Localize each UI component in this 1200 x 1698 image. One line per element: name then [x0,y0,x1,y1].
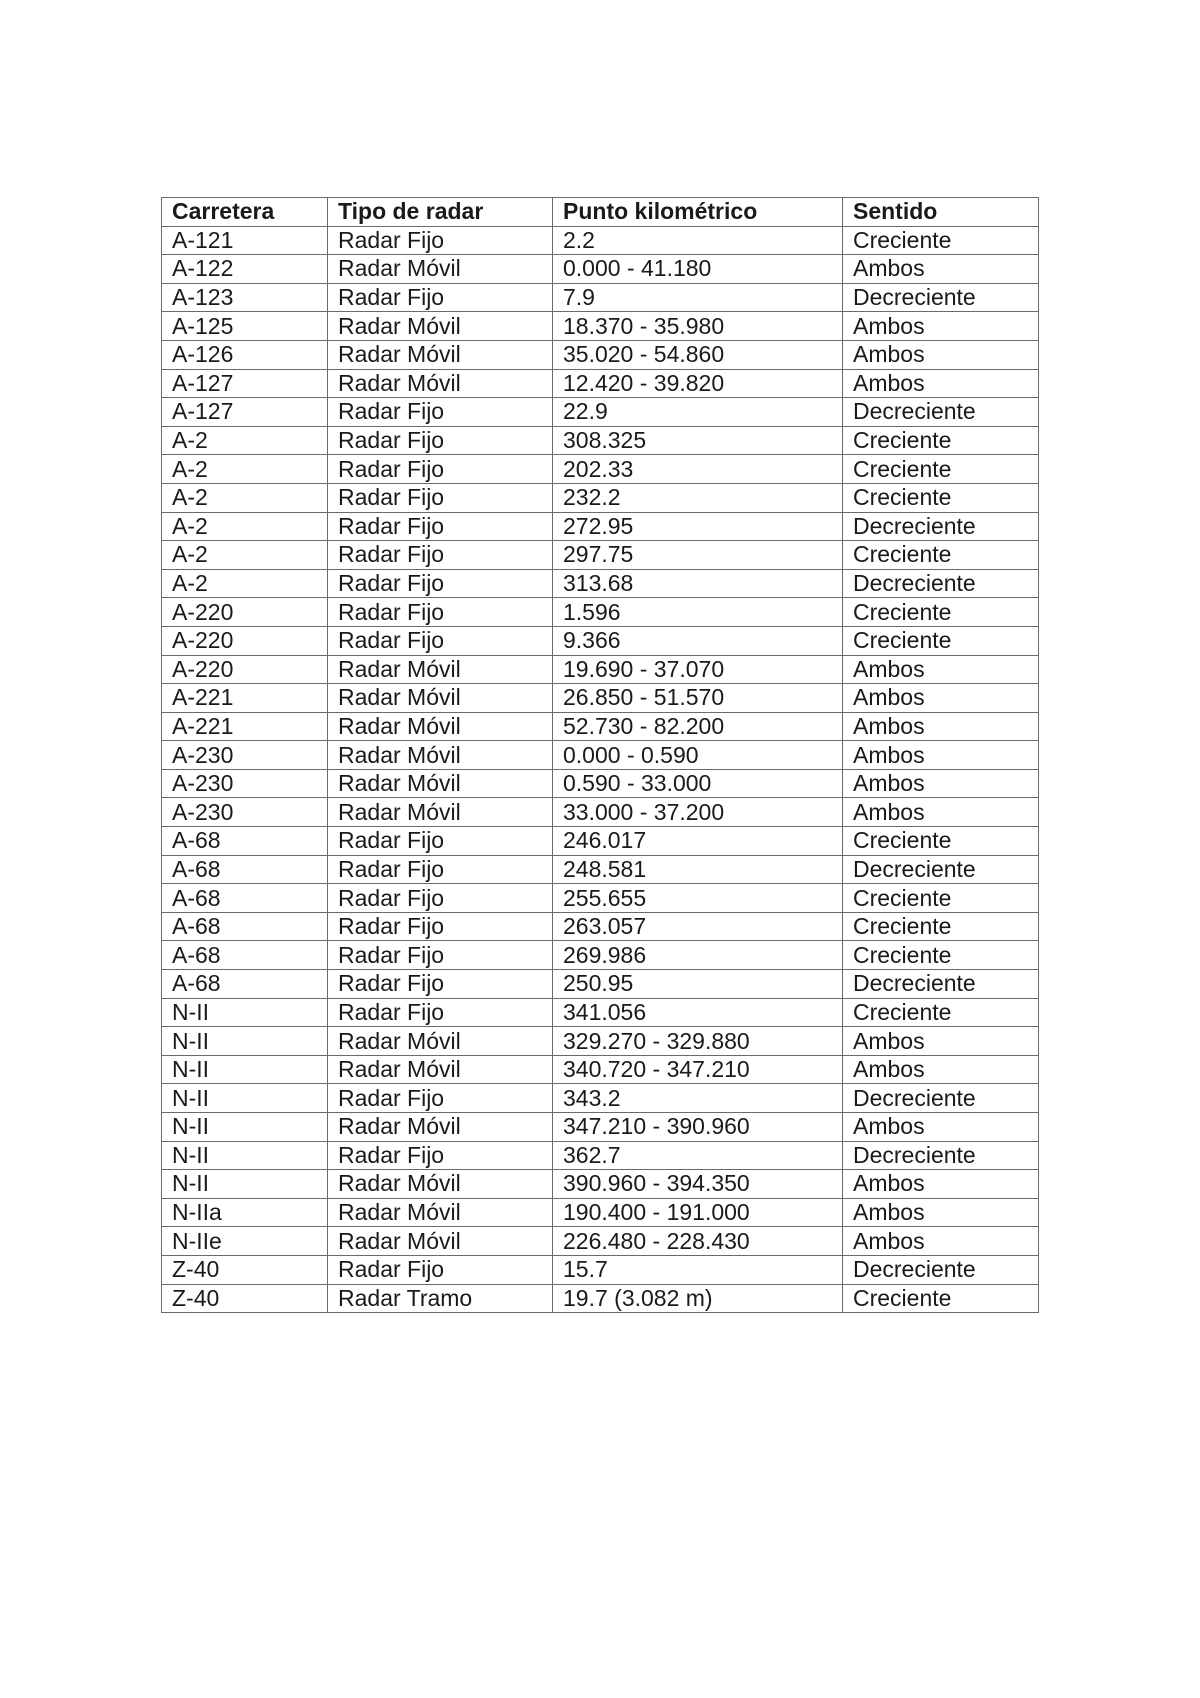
cell-punto-kilometrico: 15.7 [553,1255,843,1284]
cell-punto-kilometrico: 250.95 [553,970,843,999]
cell-carretera: A-221 [162,712,328,741]
cell-carretera: N-II [162,1113,328,1142]
cell-sentido: Creciente [843,941,1039,970]
cell-tipo-de-radar: Radar Móvil [328,712,553,741]
cell-punto-kilometrico: 1.596 [553,598,843,627]
cell-sentido: Creciente [843,455,1039,484]
cell-carretera: A-2 [162,512,328,541]
cell-sentido: Ambos [843,684,1039,713]
cell-sentido: Ambos [843,1198,1039,1227]
cell-tipo-de-radar: Radar Fijo [328,970,553,999]
table-row [162,884,1039,913]
cell-carretera: A-230 [162,741,328,770]
cell-tipo-de-radar: Radar Fijo [328,426,553,455]
cell-tipo-de-radar: Radar Fijo [328,512,553,541]
cell-sentido: Ambos [843,1055,1039,1084]
cell-sentido: Ambos [843,1027,1039,1056]
cell-carretera: N-II [162,1084,328,1113]
cell-carretera: A-2 [162,541,328,570]
table-row [162,340,1039,369]
cell-punto-kilometrico: 0.000 - 41.180 [553,255,843,284]
table-row [162,1227,1039,1256]
table-header-row [162,198,1039,227]
cell-sentido: Ambos [843,340,1039,369]
table-row [162,998,1039,1027]
cell-punto-kilometrico: 341.056 [553,998,843,1027]
table-row [162,255,1039,284]
cell-sentido: Ambos [843,712,1039,741]
cell-tipo-de-radar: Radar Móvil [328,312,553,341]
table-row [162,1141,1039,1170]
cell-carretera: A-122 [162,255,328,284]
cell-punto-kilometrico: 308.325 [553,426,843,455]
cell-carretera: A-125 [162,312,328,341]
cell-tipo-de-radar: Radar Fijo [328,283,553,312]
table-row [162,483,1039,512]
table-row [162,827,1039,856]
cell-punto-kilometrico: 35.020 - 54.860 [553,340,843,369]
cell-sentido: Decreciente [843,855,1039,884]
cell-tipo-de-radar: Radar Móvil [328,1055,553,1084]
cell-punto-kilometrico: 390.960 - 394.350 [553,1170,843,1199]
cell-tipo-de-radar: Radar Móvil [328,1227,553,1256]
cell-punto-kilometrico: 12.420 - 39.820 [553,369,843,398]
cell-sentido: Creciente [843,426,1039,455]
cell-tipo-de-radar: Radar Móvil [328,1027,553,1056]
cell-sentido: Decreciente [843,512,1039,541]
cell-carretera: A-68 [162,855,328,884]
cell-punto-kilometrico: 33.000 - 37.200 [553,798,843,827]
cell-carretera: A-68 [162,884,328,913]
cell-punto-kilometrico: 52.730 - 82.200 [553,712,843,741]
cell-carretera: A-220 [162,598,328,627]
table-row [162,970,1039,999]
table-row [162,1084,1039,1113]
cell-carretera: A-220 [162,655,328,684]
cell-punto-kilometrico: 263.057 [553,912,843,941]
cell-sentido: Ambos [843,655,1039,684]
cell-sentido: Creciente [843,598,1039,627]
cell-carretera: N-IIa [162,1198,328,1227]
cell-punto-kilometrico: 2.2 [553,226,843,255]
cell-sentido: Decreciente [843,398,1039,427]
cell-carretera: A-123 [162,283,328,312]
cell-tipo-de-radar: Radar Móvil [328,1198,553,1227]
table-row [162,912,1039,941]
cell-punto-kilometrico: 19.7 (3.082 m) [553,1284,843,1313]
cell-tipo-de-radar: Radar Fijo [328,1084,553,1113]
table-body [162,226,1039,1313]
cell-tipo-de-radar: Radar Fijo [328,1141,553,1170]
table-row [162,798,1039,827]
table-row [162,226,1039,255]
cell-tipo-de-radar: Radar Fijo [328,483,553,512]
table-row [162,1170,1039,1199]
cell-tipo-de-radar: Radar Fijo [328,455,553,484]
cell-carretera: A-68 [162,970,328,999]
cell-sentido: Ambos [843,312,1039,341]
cell-tipo-de-radar: Radar Fijo [328,226,553,255]
cell-carretera: A-2 [162,483,328,512]
cell-sentido: Decreciente [843,1084,1039,1113]
table-row [162,1284,1039,1313]
cell-sentido: Ambos [843,1170,1039,1199]
cell-tipo-de-radar: Radar Tramo [328,1284,553,1313]
cell-sentido: Creciente [843,1284,1039,1313]
table-row [162,541,1039,570]
cell-punto-kilometrico: 340.720 - 347.210 [553,1055,843,1084]
cell-punto-kilometrico: 246.017 [553,827,843,856]
cell-punto-kilometrico: 26.850 - 51.570 [553,684,843,713]
cell-tipo-de-radar: Radar Fijo [328,569,553,598]
cell-punto-kilometrico: 9.366 [553,626,843,655]
cell-carretera: A-221 [162,684,328,713]
cell-sentido: Creciente [843,626,1039,655]
cell-tipo-de-radar: Radar Móvil [328,255,553,284]
table-row [162,369,1039,398]
cell-sentido: Creciente [843,998,1039,1027]
cell-punto-kilometrico: 190.400 - 191.000 [553,1198,843,1227]
cell-carretera: N-II [162,998,328,1027]
table-row [162,1198,1039,1227]
cell-punto-kilometrico: 0.590 - 33.000 [553,769,843,798]
cell-sentido: Ambos [843,1113,1039,1142]
table-row [162,455,1039,484]
table-row [162,1027,1039,1056]
cell-punto-kilometrico: 329.270 - 329.880 [553,1027,843,1056]
cell-punto-kilometrico: 347.210 - 390.960 [553,1113,843,1142]
cell-tipo-de-radar: Radar Móvil [328,684,553,713]
cell-punto-kilometrico: 22.9 [553,398,843,427]
table-row [162,312,1039,341]
table-row [162,1113,1039,1142]
cell-tipo-de-radar: Radar Móvil [328,741,553,770]
table-row [162,941,1039,970]
cell-tipo-de-radar: Radar Fijo [328,626,553,655]
table-row [162,684,1039,713]
cell-tipo-de-radar: Radar Fijo [328,1255,553,1284]
cell-punto-kilometrico: 226.480 - 228.430 [553,1227,843,1256]
table-row [162,1255,1039,1284]
header-carretera: Carretera [162,198,328,227]
cell-sentido: Creciente [843,912,1039,941]
cell-sentido: Ambos [843,741,1039,770]
cell-punto-kilometrico: 202.33 [553,455,843,484]
cell-tipo-de-radar: Radar Fijo [328,998,553,1027]
cell-carretera: A-68 [162,912,328,941]
cell-tipo-de-radar: Radar Fijo [328,884,553,913]
cell-tipo-de-radar: Radar Fijo [328,912,553,941]
header-tipo-de-radar: Tipo de radar [328,198,553,227]
cell-sentido: Creciente [843,541,1039,570]
cell-punto-kilometrico: 362.7 [553,1141,843,1170]
cell-punto-kilometrico: 0.000 - 0.590 [553,741,843,770]
cell-punto-kilometrico: 343.2 [553,1084,843,1113]
table-row [162,741,1039,770]
radar-table [161,197,1039,1313]
cell-sentido: Creciente [843,827,1039,856]
cell-tipo-de-radar: Radar Fijo [328,827,553,856]
cell-carretera: A-2 [162,569,328,598]
cell-punto-kilometrico: 269.986 [553,941,843,970]
cell-punto-kilometrico: 313.68 [553,569,843,598]
cell-tipo-de-radar: Radar Fijo [328,398,553,427]
cell-carretera: A-220 [162,626,328,655]
cell-punto-kilometrico: 297.75 [553,541,843,570]
cell-sentido: Ambos [843,255,1039,284]
cell-tipo-de-radar: Radar Móvil [328,1113,553,1142]
table-row [162,1055,1039,1084]
cell-carretera: Z-40 [162,1284,328,1313]
cell-punto-kilometrico: 19.690 - 37.070 [553,655,843,684]
cell-sentido: Decreciente [843,283,1039,312]
cell-carretera: A-121 [162,226,328,255]
cell-sentido: Decreciente [843,1255,1039,1284]
cell-carretera: A-126 [162,340,328,369]
cell-sentido: Decreciente [843,569,1039,598]
table-row [162,626,1039,655]
cell-carretera: N-II [162,1027,328,1056]
table-row [162,426,1039,455]
cell-sentido: Decreciente [843,1141,1039,1170]
cell-sentido: Creciente [843,483,1039,512]
cell-carretera: A-127 [162,398,328,427]
cell-punto-kilometrico: 272.95 [553,512,843,541]
cell-carretera: N-II [162,1170,328,1199]
cell-tipo-de-radar: Radar Móvil [328,769,553,798]
cell-sentido: Creciente [843,884,1039,913]
cell-punto-kilometrico: 232.2 [553,483,843,512]
table-row [162,283,1039,312]
header-punto-kilometrico: Punto kilométrico [553,198,843,227]
cell-punto-kilometrico: 255.655 [553,884,843,913]
cell-tipo-de-radar: Radar Móvil [328,1170,553,1199]
cell-tipo-de-radar: Radar Fijo [328,598,553,627]
cell-punto-kilometrico: 7.9 [553,283,843,312]
cell-carretera: A-127 [162,369,328,398]
cell-carretera: N-IIe [162,1227,328,1256]
table-row [162,569,1039,598]
header-sentido: Sentido [843,198,1039,227]
cell-tipo-de-radar: Radar Móvil [328,369,553,398]
table-row [162,598,1039,627]
table-row [162,712,1039,741]
cell-carretera: Z-40 [162,1255,328,1284]
cell-carretera: A-2 [162,455,328,484]
cell-tipo-de-radar: Radar Móvil [328,798,553,827]
cell-sentido: Ambos [843,798,1039,827]
table-row [162,769,1039,798]
cell-sentido: Ambos [843,369,1039,398]
cell-tipo-de-radar: Radar Fijo [328,855,553,884]
cell-sentido: Ambos [843,769,1039,798]
cell-tipo-de-radar: Radar Móvil [328,340,553,369]
cell-carretera: A-68 [162,827,328,856]
table-row [162,398,1039,427]
cell-carretera: N-II [162,1055,328,1084]
cell-tipo-de-radar: Radar Móvil [328,655,553,684]
cell-punto-kilometrico: 248.581 [553,855,843,884]
cell-sentido: Decreciente [843,970,1039,999]
cell-tipo-de-radar: Radar Fijo [328,941,553,970]
cell-punto-kilometrico: 18.370 - 35.980 [553,312,843,341]
table-row [162,512,1039,541]
cell-carretera: N-II [162,1141,328,1170]
cell-sentido: Creciente [843,226,1039,255]
table-row [162,655,1039,684]
cell-carretera: A-68 [162,941,328,970]
cell-tipo-de-radar: Radar Fijo [328,541,553,570]
cell-sentido: Ambos [843,1227,1039,1256]
cell-carretera: A-230 [162,798,328,827]
cell-carretera: A-230 [162,769,328,798]
cell-carretera: A-2 [162,426,328,455]
table-row [162,855,1039,884]
